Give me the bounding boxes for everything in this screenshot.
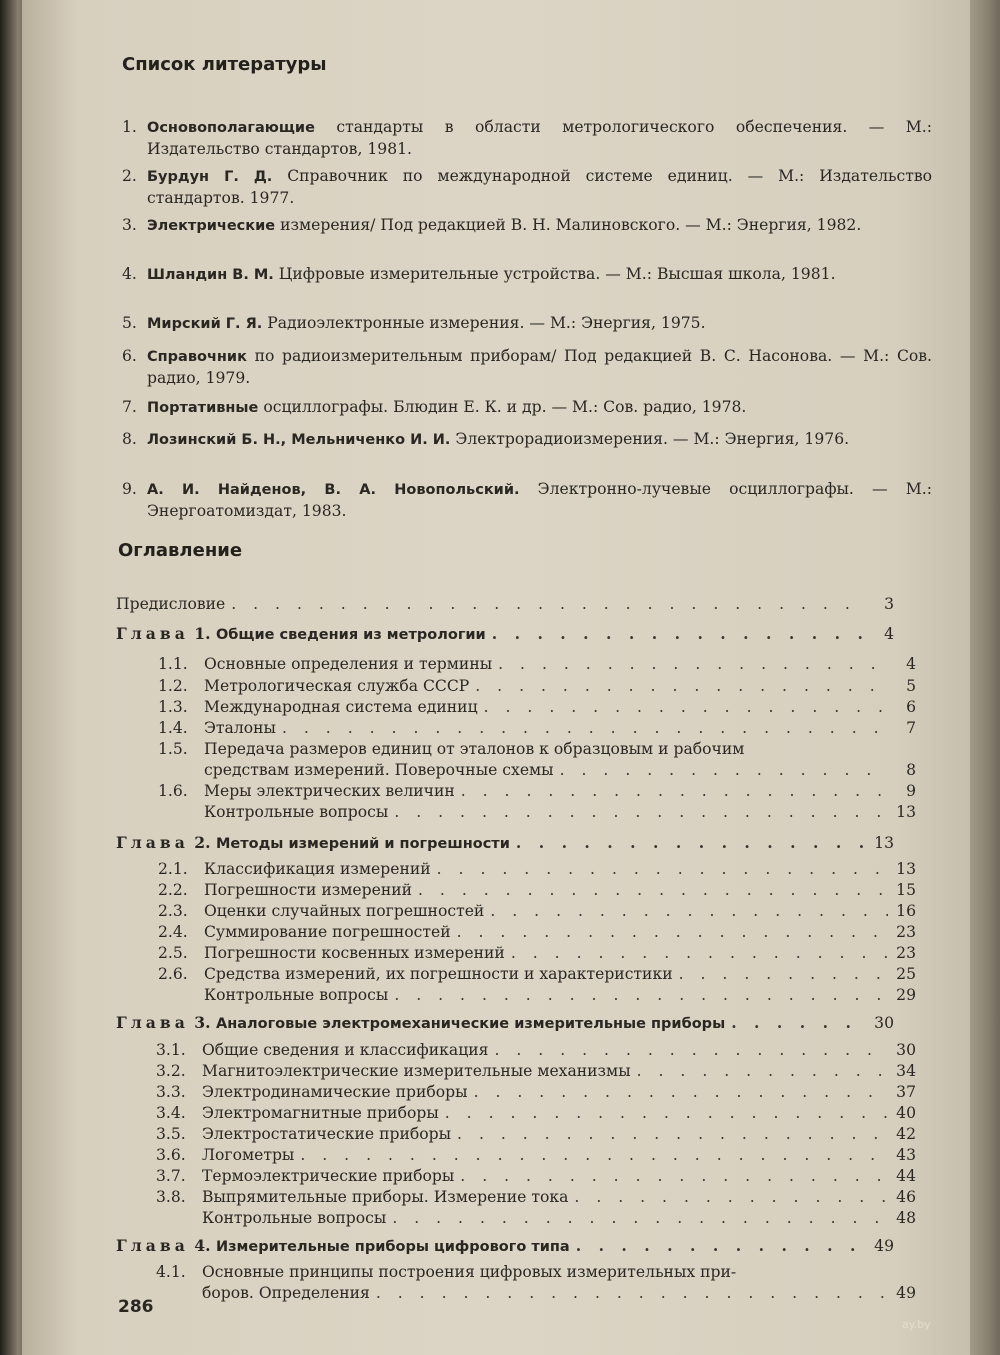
toc-section: 3.1. Общие сведения и классификация . . . 30 [156, 1040, 916, 1060]
toc-section: 2.5. Погрешности косвенных измерений . . . 23 [158, 943, 916, 963]
bibliography-item: 4. Шландин В. М. Цифровые измерительные устройства. — М.: Высшая школа, 1981. [122, 265, 836, 283]
toc-section: 1.4. Эталоны . . . 7 [158, 718, 916, 738]
toc-section: 3.7. Термоэлектрические приборы . . . 44 [156, 1166, 916, 1186]
toc-section-continued: боров. Определения . . . 49 [202, 1283, 916, 1303]
book-page [22, 0, 970, 1355]
toc-section: 2.6. Средства измерений, их погрешности и характеристики . . . 25 [158, 964, 916, 984]
toc-control-questions: Контрольные вопросы . . . 48 [202, 1208, 916, 1228]
toc-section: 2.1. Классификация измерений . . . 13 [158, 859, 916, 879]
watermark: ay.by [902, 1318, 931, 1331]
toc-section: 1.1. Основные определения и термины . . . 4 [158, 654, 916, 674]
toc-chapter-4: Глава 4. Измерительные приборы цифрового типа . . . 49 [116, 1236, 894, 1257]
toc-section: 3.3. Электродинамические приборы . . . 37 [156, 1082, 916, 1102]
toc-section: 1.3. Международная система единиц . . . 6 [158, 697, 916, 717]
bibliography-item: 5. Мирский Г. Я. Радиоэлектронные измерения. — М.: Энергия, 1975. [122, 314, 706, 332]
toc-section: 3.4. Электромагнитные приборы . . . 40 [156, 1103, 916, 1123]
toc-control-questions: Контрольные вопросы . . . 13 [204, 802, 916, 822]
bibliography-item: 8. Лозинский Б. Н., Мельниченко И. И. Электрорадиоизмерения. — М.: Энергия, 1976. [122, 430, 850, 448]
toc-section: 2.4. Суммирование погрешностей . . . 23 [158, 922, 916, 942]
toc-chapter-1: Глава 1. Общие сведения из метрологии . . . 4 [116, 624, 894, 645]
toc-section: 1.6. Меры электрических величин . . . 9 [158, 781, 916, 801]
book-page-stack-edge [966, 0, 1000, 1355]
toc-control-questions: Контрольные вопросы . . . 29 [204, 985, 916, 1005]
toc-preface: Предисловие . . . 3 [116, 594, 894, 614]
toc-section: 2.3. Оценки случайных погрешностей . . . 16 [158, 901, 916, 921]
toc-section: 3.5. Электростатические приборы . . . 42 [156, 1124, 916, 1144]
page-number: 286 [118, 1297, 154, 1317]
toc-section: 3.6. Логометры . . . 43 [156, 1145, 916, 1165]
bibliography-item: 9. А. И. Найденов, В. А. Новопольский. Электронно-лучевые осциллографы. — М.: Энергоатомиздат, 1983. [122, 480, 932, 520]
toc-section: 2.2. Погрешности измерений . . . 15 [158, 880, 916, 900]
toc-chapter-3: Глава 3. Аналоговые электромеханические измерительные приборы . . . 30 [116, 1013, 894, 1034]
toc-section: 1.2. Метрологическая служба СССР . . . 5 [158, 676, 916, 696]
bibliography-item: 6. Справочник по радиоизмерительным приборам/ Под редакцией В. С. Насонова. — М.: Сов. радио, 1979. [122, 347, 932, 387]
toc-section: 3.8. Выпрямительные приборы. Измерение тока . . . 46 [156, 1187, 916, 1207]
toc-section-line: 1.5. Передача размеров единиц от эталонов к образцовым и рабочим [158, 740, 745, 758]
toc-heading: Оглавление [118, 540, 243, 561]
bibliography-item: 2. Бурдун Г. Д. Справочник по международной системе единиц. — М.: Издательство стандартов. 1977. [122, 167, 932, 207]
bibliography-item: 7. Портативные осциллографы. Блюдин Е. К. и др. — М.: Сов. радио, 1978. [122, 398, 747, 416]
bibliography-item: 3. Электрические измерения/ Под редакцией В. Н. Малиновского. — М.: Энергия, 1982. [122, 216, 862, 234]
bibliography-item: 1. Основополагающие стандарты в области метрологического обеспечения. — М.: Издательство стандартов, 1981. [122, 118, 932, 158]
toc-section-line: 4.1. Основные принципы построения цифровых измерительных при- [156, 1263, 737, 1281]
toc-chapter-2: Глава 2. Методы измерений и погрешности . . . 13 [116, 833, 894, 854]
toc-section: 3.2. Магнитоэлектрические измерительные механизмы . . . 34 [156, 1061, 916, 1081]
toc-section-continued: средствам измерений. Поверочные схемы . . . 8 [204, 760, 916, 780]
bibliography-heading: Список литературы [122, 54, 327, 75]
